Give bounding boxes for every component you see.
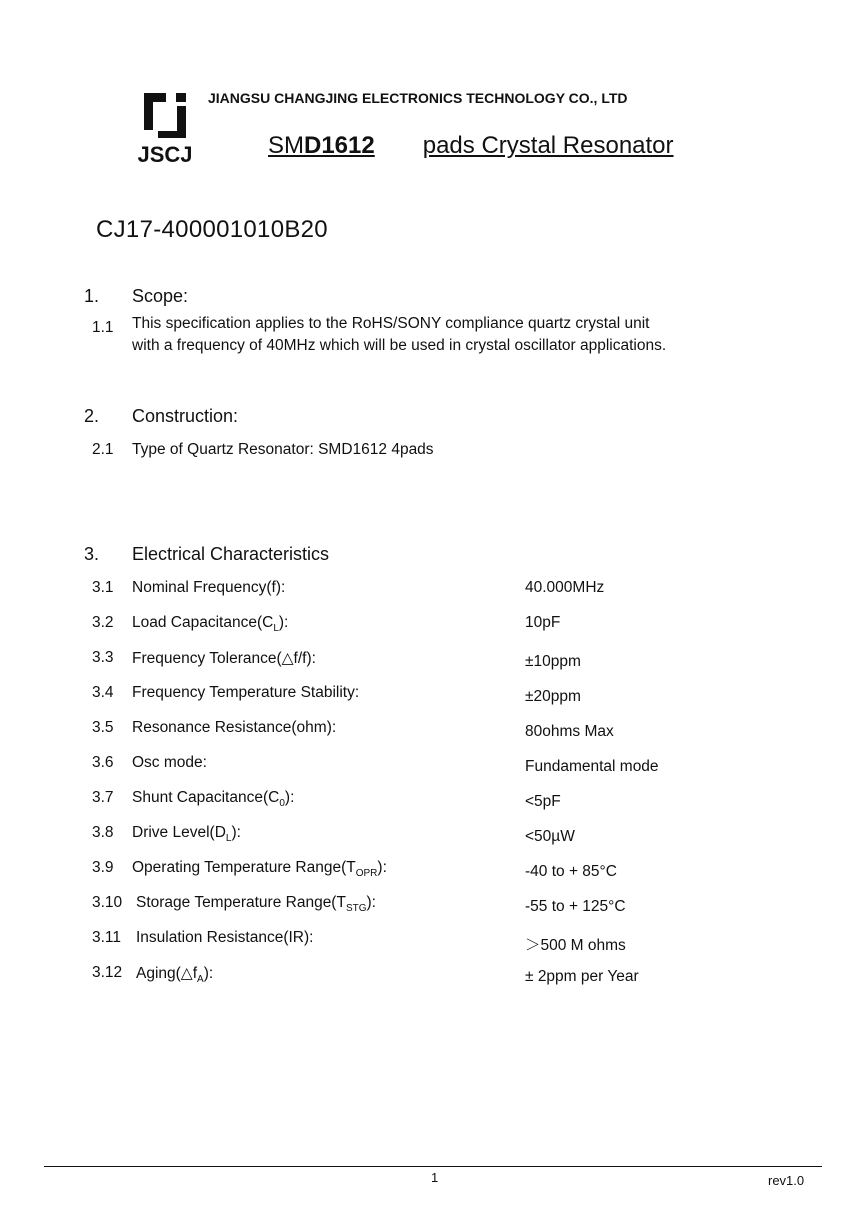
characteristic-label: Load $Capacitance(C_L)$: (132, 614, 289, 635)
characteristic-label: Resonance Resistance(ohm): (132, 719, 337, 736)
characteristic-number: 3.6 (92, 754, 114, 771)
characteristic-value: -55 to + 125°C (525, 898, 626, 915)
characteristic-label: Osc mode: (132, 754, 207, 771)
characteristic-number: 3.1 (92, 579, 114, 596)
section-title: Electrical Characteristics (132, 544, 330, 564)
section-number: 3. (84, 544, 100, 564)
characteristic-label: Shunt $Capacitance(C_0)$: (132, 789, 295, 810)
characteristic-number: 3.8 (92, 824, 114, 841)
characteristic-number: 3.3 (92, 649, 114, 666)
characteristic-value: 40.000MHz (525, 579, 605, 596)
document-title: SMD1612 pads Crystal Resonator (268, 132, 674, 159)
footer-divider (44, 1166, 822, 1167)
scope-text: with a frequency of 40MHz which will be used in crystal oscillator applications. (132, 337, 667, 354)
characteristic-label: Operating Temperature $Range(T_{OPR})$: (132, 859, 387, 880)
subsection-number: 2.1 (92, 441, 114, 458)
characteristic-label: Drive $Level(D_L)$: (132, 824, 241, 845)
characteristic-label: Frequency Tolerance(△f/f): (132, 650, 316, 667)
characteristic-number: 3.11 (92, 929, 122, 946)
section-number: 1. (84, 286, 100, 306)
characteristic-value: 10pF (525, 614, 561, 631)
characteristic-value: ±10ppm (525, 653, 581, 670)
section-title: Construction: (132, 406, 239, 426)
characteristic-value: Fundamental mode (525, 758, 659, 775)
scope-text: This specification applies to the RoHS/SONY compliance quartz crystal unit (132, 315, 650, 332)
characteristic-number: 3.10 (92, 894, 123, 911)
characteristic-value: <5pF (525, 793, 561, 810)
characteristic-label: Storage Temperature $Range(T_{STG})$: (136, 894, 376, 915)
construction-text: Type of Quartz Resonator: SMD1612 4pads (132, 441, 434, 458)
characteristic-number: 3.12 (92, 964, 123, 981)
section-title: Scope: (132, 286, 189, 306)
characteristic-value: -40 to + 85°C (525, 863, 617, 880)
characteristic-number: 3.4 (92, 684, 114, 701)
characteristic-label: $Aging(\triangle f_A)$: (136, 965, 214, 986)
svg-text:JSCJ: JSCJ (137, 142, 193, 164)
characteristic-value: <50µW (525, 828, 575, 845)
characteristic-label: Frequency Temperature Stability: (132, 684, 360, 701)
part-number: CJ17-400001010B20 (96, 216, 328, 243)
characteristic-label: Insulation Resistance(IR): (136, 929, 314, 946)
characteristic-number: 3.9 (92, 859, 114, 876)
characteristic-number: 3.7 (92, 789, 114, 806)
subsection-number: 1.1 (92, 319, 114, 336)
characteristic-value: ＞500 M ohms (525, 937, 626, 954)
characteristic-label: Nominal Frequency(f): (132, 579, 286, 596)
revision: rev1.0 (768, 1173, 805, 1188)
company-name: JIANGSU CHANGJING ELECTRONICS TECHNOLOGY CO., LTD (208, 90, 628, 106)
jscj-logo (136, 88, 196, 164)
characteristic-number: 3.5 (92, 719, 114, 736)
characteristic-number: 3.2 (92, 614, 114, 631)
page-number: 1 (431, 1170, 439, 1185)
characteristic-value: 80ohms Max (525, 723, 614, 740)
section-number: 2. (84, 406, 100, 426)
characteristic-value: ± 2ppm per Year (525, 968, 639, 985)
characteristic-value: ±20ppm (525, 688, 581, 705)
